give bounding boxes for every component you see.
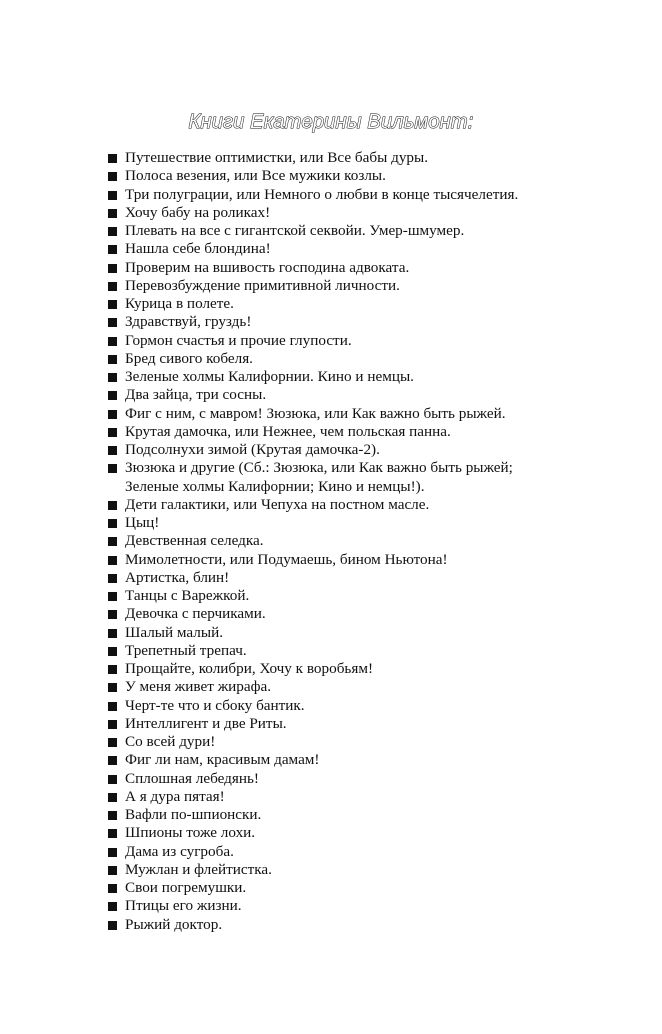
book-title: Дети галактики, или Чепуха на постном масле. (125, 495, 430, 513)
square-bullet-icon (108, 811, 117, 820)
square-bullet-icon (108, 209, 117, 218)
square-bullet-icon (108, 683, 117, 692)
list-item (107, 441, 587, 459)
square-bullet-icon (108, 884, 117, 893)
book-title: Интеллигент и две Риты. (125, 714, 287, 732)
book-title: Подсолнухи зимой (Крутая дамочка-2). (125, 441, 380, 458)
book-title: Путешествие оптимистки, или Все бабы дуры. (125, 149, 429, 166)
book-title: Трепетный трепач. (125, 641, 247, 659)
book-title: У меня живет жирафа. (125, 678, 272, 696)
book-list (107, 149, 587, 934)
square-bullet-icon (108, 501, 117, 510)
book-title: А я дура пятая! (125, 787, 225, 805)
book-title: Фиг с ним, с мавром! Зюзюка, или Как важно быть рыжей. (125, 404, 506, 422)
square-bullet-icon (108, 793, 117, 802)
book-title: Сплошная лебедянь! (125, 769, 259, 787)
list-item (107, 368, 587, 386)
list-item (107, 204, 587, 222)
list-item (107, 386, 587, 404)
square-bullet-icon (108, 775, 117, 784)
square-bullet-icon (108, 537, 117, 546)
square-bullet-icon (108, 355, 117, 364)
square-bullet-icon (108, 866, 117, 875)
list-item (107, 916, 587, 934)
square-bullet-icon (108, 264, 117, 273)
list-item (107, 861, 587, 879)
square-bullet-icon (108, 227, 117, 236)
book-title: Проверим на вшивость господина адвоката. (125, 258, 410, 276)
book-title: Дама из сугроба. (125, 842, 234, 860)
list-item (107, 897, 587, 915)
book-title: Плевать на все с гигантской секвойи. Умер-шмумер. (125, 222, 465, 239)
square-bullet-icon (108, 373, 117, 382)
list-item (107, 587, 587, 605)
book-title: Полоса везения, или Все мужики козлы. (125, 167, 386, 185)
list-item (107, 186, 587, 204)
book-title: Артистка, блин! (125, 568, 230, 586)
book-title: Фиг ли нам, красивым дамам! (125, 751, 320, 769)
list-item (107, 751, 587, 769)
book-title: Зеленые холмы Калифорнии. Кино и немцы. (125, 368, 414, 385)
square-bullet-icon (108, 464, 117, 473)
list-item (107, 733, 587, 751)
list-item (107, 569, 587, 587)
list-item (107, 715, 587, 733)
book-title: Танцы с Варежкой. (125, 587, 250, 604)
list-item (107, 277, 587, 295)
square-bullet-icon (108, 282, 117, 291)
book-title: Курица в полете. (125, 295, 234, 312)
square-bullet-icon (108, 829, 117, 838)
list-item (107, 259, 587, 277)
list-item (107, 879, 587, 897)
list-item (107, 332, 587, 350)
book-title: Нашла себе блондина! (125, 240, 271, 258)
square-bullet-icon (108, 446, 117, 455)
list-item (107, 350, 587, 368)
list-item (107, 405, 587, 423)
book-title: Зюзюка и другие (Сб.: Зюзюка, или Как важно быть рыжей; (125, 459, 513, 477)
list-item (107, 423, 587, 441)
list-item (107, 295, 587, 313)
square-bullet-icon (108, 337, 117, 346)
square-bullet-icon (108, 519, 117, 528)
square-bullet-icon (108, 318, 117, 327)
book-title: Шалый малый. (125, 623, 223, 641)
square-bullet-icon (108, 647, 117, 656)
list-item (107, 770, 587, 788)
list-item (107, 824, 587, 842)
square-bullet-icon (108, 756, 117, 765)
list-item (107, 313, 587, 331)
book-title: Девственная селедка. (125, 532, 264, 550)
square-bullet-icon (108, 154, 117, 163)
list-item (107, 605, 587, 623)
book-title: Три полуграции, или Немного о любви в конце тысячелетия. (125, 185, 519, 203)
book-title: Крутая дамочка, или Нежнее, чем польская панна. (125, 422, 451, 440)
book-title: Два зайца, три сосны. (125, 386, 267, 404)
list-item (107, 843, 587, 861)
book-title: Со всей дури! (125, 733, 216, 750)
book-title: Перевозбуждение примитивной личности. (125, 276, 400, 294)
list-item (107, 167, 587, 185)
book-title: Прощайте, колибри, Хочу к воробьям! (125, 660, 374, 677)
book-title: Мимолетности, или Подумаешь, бином Ньютона! (125, 550, 448, 568)
list-item (107, 551, 587, 569)
list-item (107, 532, 587, 550)
square-bullet-icon (108, 902, 117, 911)
square-bullet-icon (108, 245, 117, 254)
book-title: Вафли по-шпионски. (125, 806, 262, 823)
square-bullet-icon (108, 410, 117, 419)
book-title: Рыжий доктор. (125, 915, 223, 933)
list-item (107, 788, 587, 806)
square-bullet-icon (108, 629, 117, 638)
book-title: Хочу бабу на роликах! (125, 203, 271, 221)
book-title: Гормон счастья и прочие глупости. (125, 331, 352, 349)
square-bullet-icon (108, 720, 117, 729)
square-bullet-icon (108, 556, 117, 565)
square-bullet-icon (108, 665, 117, 674)
square-bullet-icon (108, 592, 117, 601)
book-title: Черт-те что и сбоку бантик. (125, 696, 305, 714)
book-title: Шпионы тоже лохи. (125, 824, 256, 842)
square-bullet-icon (108, 172, 117, 181)
square-bullet-icon (108, 738, 117, 747)
list-item (107, 806, 587, 824)
square-bullet-icon (108, 574, 117, 583)
square-bullet-icon (108, 702, 117, 711)
book-title: Бред сивого кобеля. (125, 349, 253, 367)
list-item (107, 149, 587, 167)
book-title: Здравствуй, груздь! (125, 313, 252, 331)
list-item (107, 660, 587, 678)
list-item (107, 459, 587, 496)
list-item (107, 697, 587, 715)
square-bullet-icon (108, 191, 117, 200)
list-item (107, 222, 587, 240)
list-item (107, 678, 587, 696)
book-title: Свои погремушки. (125, 879, 247, 896)
list-item (107, 240, 587, 258)
list-item (107, 624, 587, 642)
book-title: Цыц! (125, 514, 160, 531)
book-title: Зеленые холмы Калифорнии; Кино и немцы!). (125, 477, 425, 495)
list-item (107, 642, 587, 660)
square-bullet-icon (108, 391, 117, 400)
page-title: Книги Екатерины Вильмонт: (188, 111, 474, 133)
square-bullet-icon (108, 921, 117, 930)
book-title: Птицы его жизни. (125, 897, 242, 915)
square-bullet-icon (108, 428, 117, 437)
square-bullet-icon (108, 848, 117, 857)
book-title: Девочка с перчиками. (125, 605, 266, 623)
square-bullet-icon (108, 300, 117, 309)
list-item (107, 514, 587, 532)
list-item (107, 496, 587, 514)
book-title: Мужлан и флейтистка. (125, 860, 272, 878)
square-bullet-icon (108, 610, 117, 619)
